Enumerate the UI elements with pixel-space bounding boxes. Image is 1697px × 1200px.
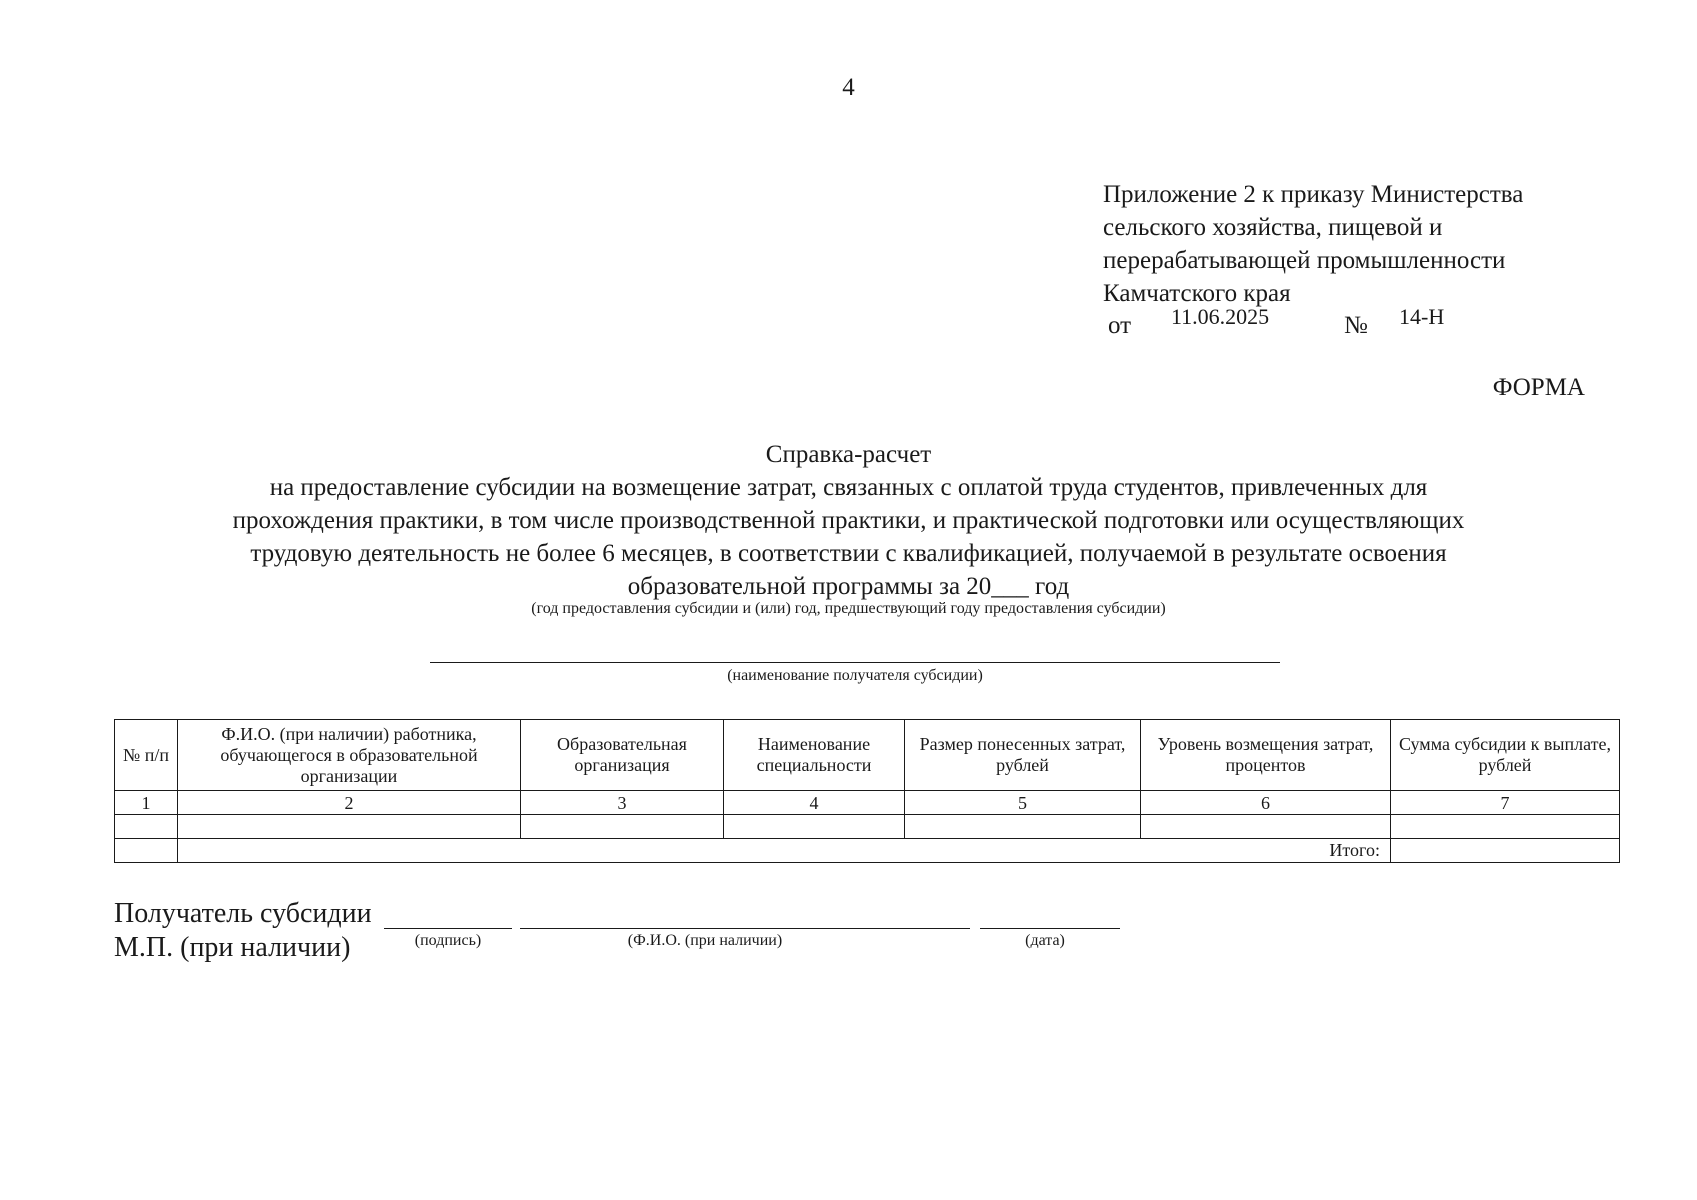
header-cell: Сумма субсидии к выплате, рублей	[1391, 720, 1620, 791]
recipient-hint: (наименование получателя субсидии)	[727, 667, 983, 684]
name-hint: (Ф.И.О. (при наличии)	[627, 932, 783, 949]
date-hint: (дата)	[1025, 932, 1065, 949]
order-date: 11.06.2025	[1171, 304, 1270, 329]
stamp-label: М.П. (при наличии)	[114, 932, 351, 963]
header-cell: Ф.И.О. (при наличии) работника, обучающегося в образовательной организации	[178, 720, 521, 791]
form-label: ФОРМА	[1492, 374, 1585, 401]
appendix-line: Камчатского края	[1103, 280, 1291, 307]
column-number: 7	[1391, 791, 1620, 815]
date-line	[980, 928, 1120, 929]
header-cell: Размер понесенных затрат, рублей	[905, 720, 1141, 791]
table-row	[115, 815, 1620, 839]
order-details	[1108, 304, 1608, 344]
recipient-name-line	[430, 662, 1280, 663]
name-line	[520, 928, 970, 929]
table-cell	[905, 815, 1141, 839]
table-cell	[115, 839, 178, 863]
column-number: 2	[178, 791, 521, 815]
appendix-block	[1103, 178, 1663, 310]
year-hint: (год предоставления субсидии и (или) год, предшествующий году предоставления субсидии)	[531, 600, 1166, 617]
column-number-row	[115, 791, 1620, 815]
table-cell	[1141, 815, 1391, 839]
order-number: 14-Н	[1399, 304, 1445, 329]
table-cell	[724, 815, 905, 839]
title-line: трудовую деятельность не более 6 месяцев, в соответствии с квалификацией, получаемой в результате освоения	[250, 540, 1447, 567]
total-label: Итого:	[178, 839, 1391, 863]
column-number: 1	[115, 791, 178, 815]
signature-line	[384, 928, 512, 929]
title-line: прохождения практики, в том числе производственной практики, и практической подготовки или осуществляющих	[232, 507, 1465, 534]
total-value-cell	[1391, 839, 1620, 863]
table-cell	[521, 815, 724, 839]
title-line: Справка-расчет	[765, 441, 932, 468]
appendix-line: сельского хозяйства, пищевой и	[1103, 214, 1443, 241]
column-number: 3	[521, 791, 724, 815]
order-number-label: №	[1344, 312, 1368, 339]
title-line: образовательной программы за 20___ год	[627, 573, 1070, 600]
document-title	[40, 438, 1657, 603]
appendix-line: Приложение 2 к приказу Министерства	[1103, 181, 1524, 208]
table-cell	[115, 815, 178, 839]
header-cell: Образовательная организация	[521, 720, 724, 791]
header-cell: Наименование специальности	[724, 720, 905, 791]
column-number: 6	[1141, 791, 1391, 815]
order-from-label: от	[1108, 312, 1132, 339]
recipient-label: Получатель субсидии	[114, 898, 372, 929]
appendix-line: перерабатывающей промышленности	[1103, 247, 1506, 274]
column-number: 4	[724, 791, 905, 815]
signature-block	[114, 898, 1214, 968]
table-header-row	[115, 720, 1620, 791]
table-cell	[178, 815, 521, 839]
header-cell: № п/п	[115, 720, 178, 791]
table-cell	[1391, 815, 1620, 839]
total-row	[115, 839, 1620, 863]
header-cell: Уровень возмещения затрат, процентов	[1141, 720, 1391, 791]
page-number: 4	[842, 74, 855, 101]
title-line: на предоставление субсидии на возмещение затрат, связанных с оплатой труда студентов, привлеченных для	[269, 474, 1428, 501]
calculation-table	[114, 719, 1620, 863]
signature-hint: (подпись)	[414, 932, 482, 949]
column-number: 5	[905, 791, 1141, 815]
